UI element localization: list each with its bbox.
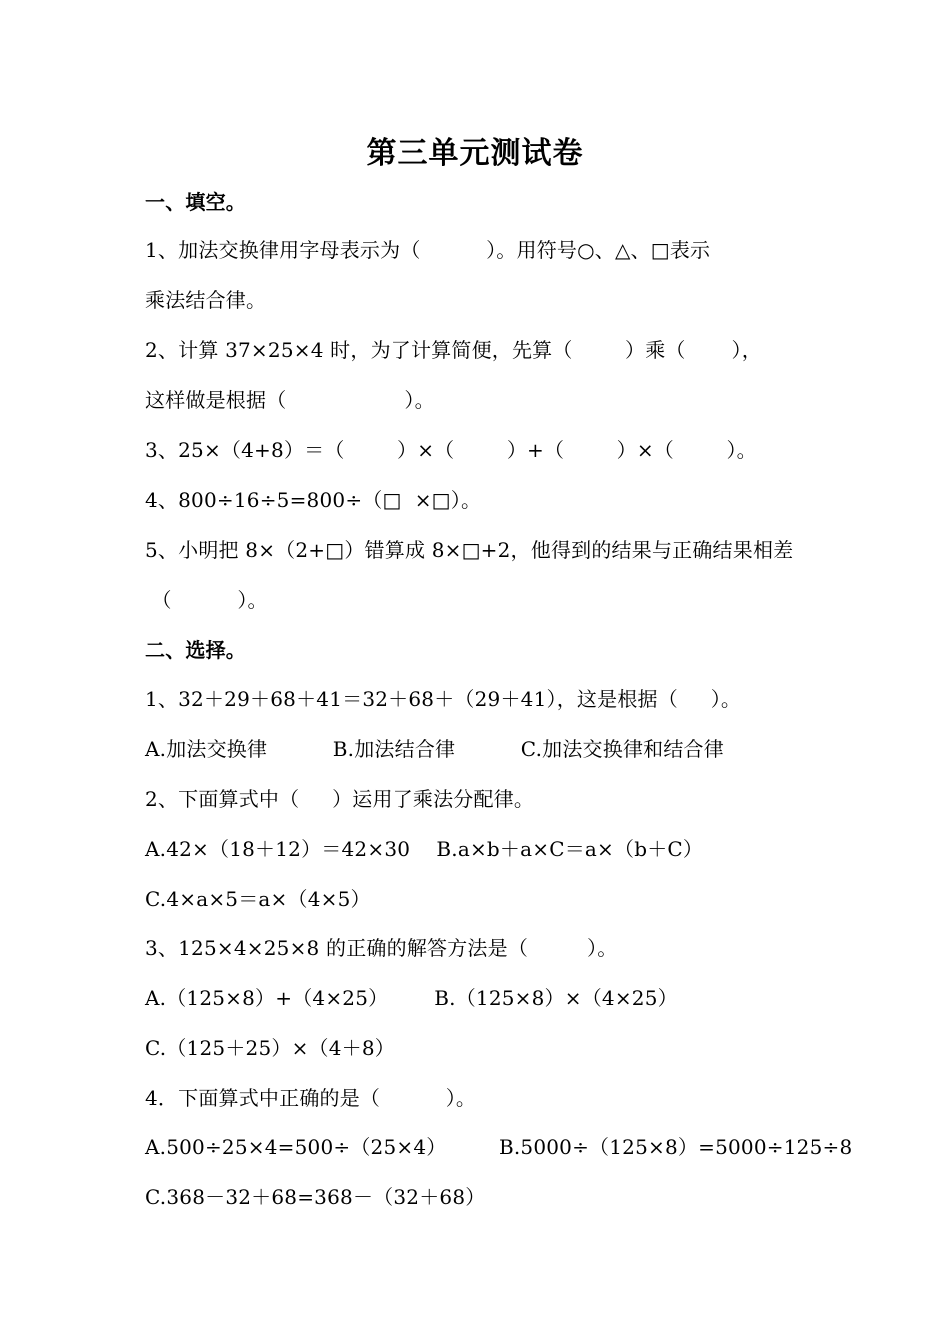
section-heading-fill-blank: 一、填空。 [145, 190, 246, 214]
option-line: A.加法交换律 B.加法结合律 C.加法交换律和结合律 [145, 737, 724, 761]
question-line: 4．下面算式中正确的是（ ）。 [145, 1086, 477, 1110]
option-line: C.4×a×5＝a×（4×5） [145, 887, 371, 911]
question-line: （ ）。 [145, 588, 268, 612]
option-line: A.42×（18＋12）＝42×30 B.a×b＋a×C＝a×（b＋C） [145, 837, 704, 861]
question-line: 5、小明把 8×（2+□）错算成 8×□+2，他得到的结果与正确结果相差 [145, 538, 794, 562]
question-line: 3、125×4×25×8 的正确的解答方法是（ ）。 [145, 936, 618, 960]
question-line: 3、25×（4+8）＝（ ）×（ ）+（ ）×（ ）。 [145, 438, 757, 462]
option-line: A.500÷25×4=500÷（25×4） B.5000÷（125×8）=5000÷125÷8 [145, 1135, 853, 1159]
question-line: 2、计算 37×25×4 时，为了计算简便，先算（ ）乘（ ）， [145, 338, 762, 362]
option-line: C.（125＋25）×（4＋8） [145, 1036, 395, 1060]
question-line: 2、下面算式中（ ）运用了乘法分配律。 [145, 787, 535, 811]
page-title: 第三单元测试卷 [366, 136, 584, 171]
question-line: 1、32＋29＋68＋41＝32＋68＋（29＋41），这是根据（ ）。 [145, 687, 742, 711]
question-line: 乘法结合律。 [145, 288, 267, 312]
question-line: 4、800÷16÷5=800÷（□ ×□）。 [145, 488, 482, 512]
question-line: 这样做是根据（ ）。 [145, 388, 435, 412]
option-line: C.368－32＋68=368－（32＋68） [145, 1185, 486, 1209]
section-heading-choice: 二、选择。 [145, 638, 246, 662]
option-line: A.（125×8）+（4×25） B.（125×8）×（4×25） [145, 986, 678, 1010]
question-line: 1、加法交换律用字母表示为（ ）。用符号○、△、□表示 [145, 238, 711, 262]
